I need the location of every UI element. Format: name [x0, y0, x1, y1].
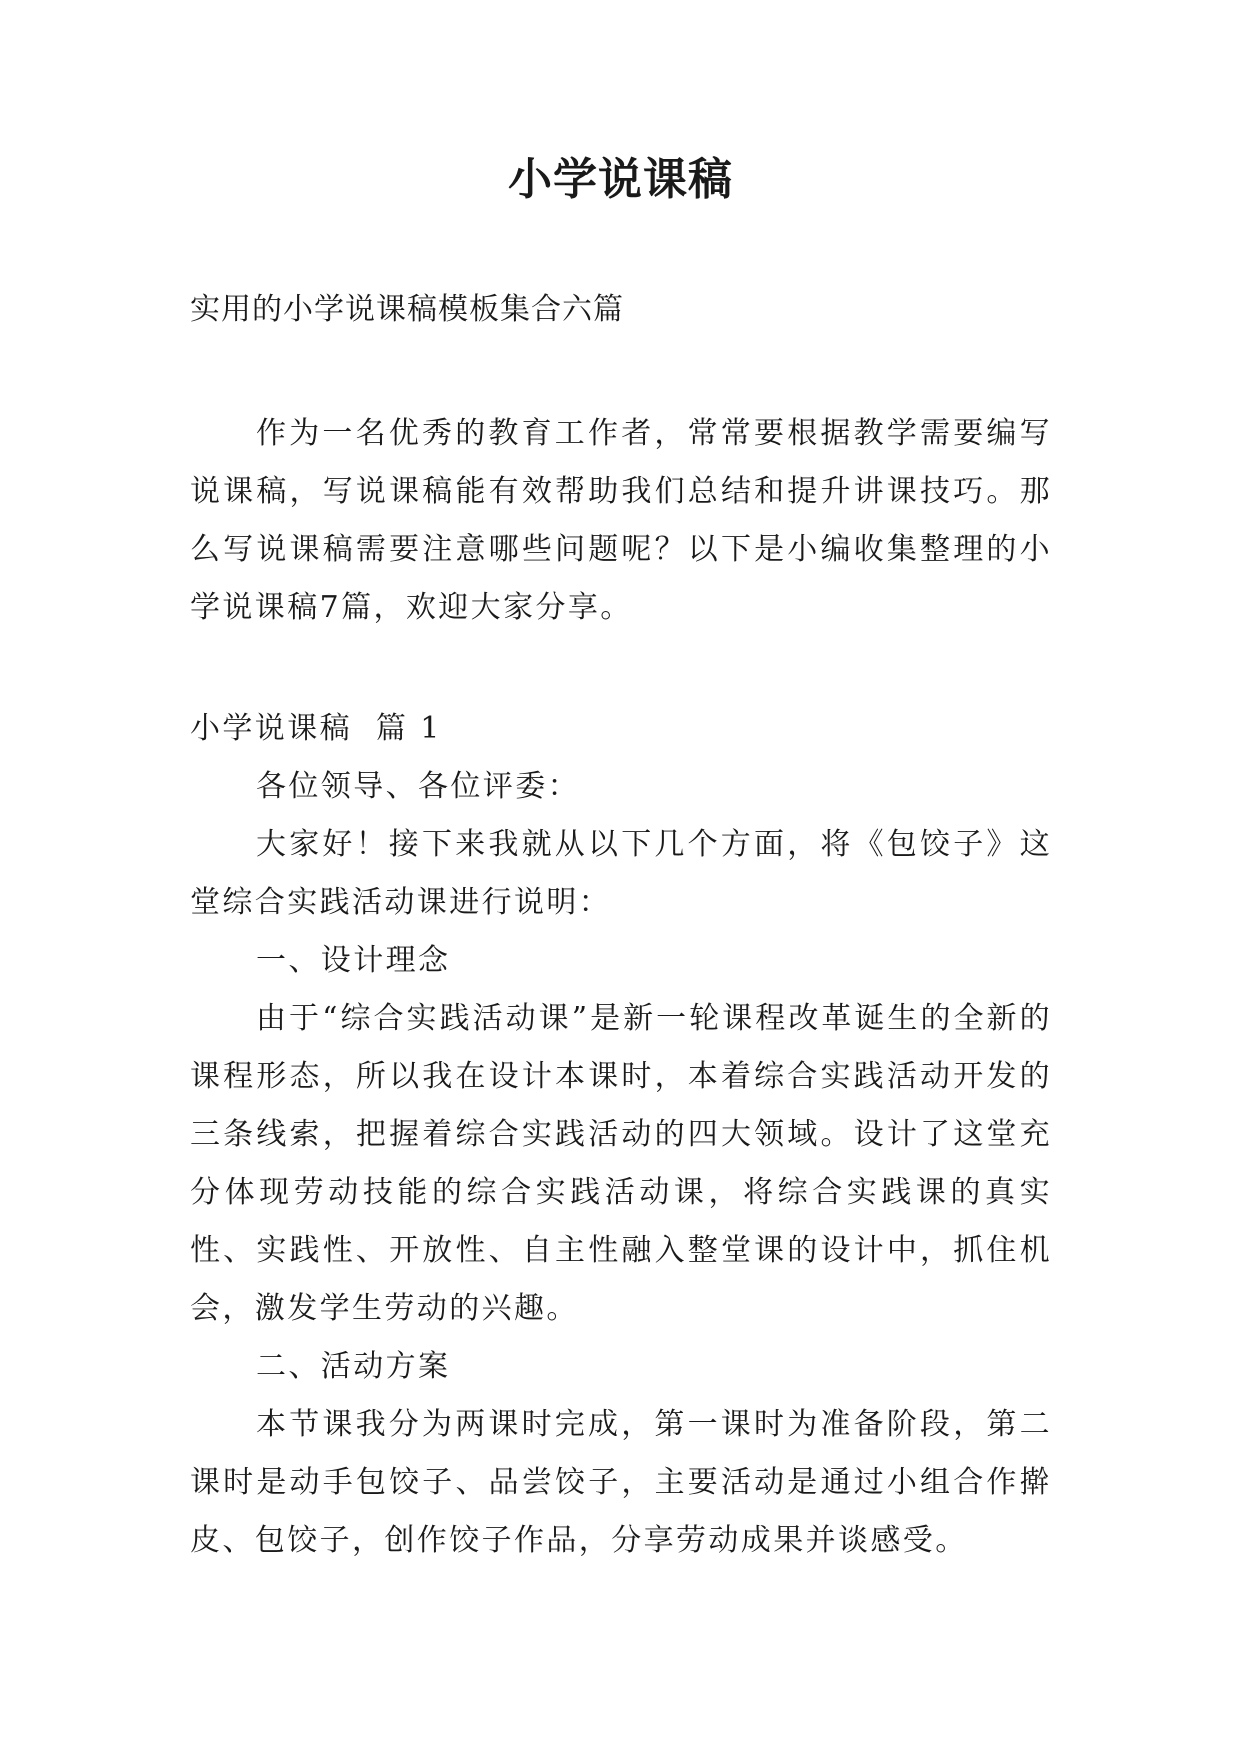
- intro-paragraph: 作为一名优秀的教育工作者，常常要根据教学需要编写说课稿，写说课稿能有效帮助我们总结和提升讲课技巧。那么写说课稿需要注意哪些问题呢？以下是小编收集整理的小学说课稿7篇，欢迎大家分享。: [190, 416, 1052, 625]
- design-concept-paragraph: 由于“综合实践活动课”是新一轮课程改革诞生的全新的课程形态，所以我在设计本课时，本着综合实践活动开发的三条线索，把握着综合实践活动的四大领域。设计了这堂充分体现劳动技能的综合实践活动课，将综合实践课的真实性、实践性、开放性、自主性融入整堂课的设计中，抓住机会，激发学生劳动的兴趣。: [190, 1001, 1052, 1326]
- heading-activity-plan: 二、活动方案: [256, 1349, 451, 1384]
- heading-design-concept: 一、设计理念: [256, 943, 451, 978]
- opening-paragraph: 大家好！接下来我就从以下几个方面，将《包饺子》这堂综合实践活动课进行说明：: [190, 827, 1052, 920]
- intro-block: [190, 405, 1052, 637]
- section-block: [190, 700, 1052, 1570]
- activity-plan-paragraph: 本节课我分为两课时完成，第一课时为准备阶段，第二课时是动手包饺子、品尝饺子，主要活动是通过小组合作擀皮、包饺子，创作饺子作品，分享劳动成果并谈感受。: [190, 1407, 1052, 1558]
- section-heading: 小学说课稿 篇 1: [190, 711, 442, 746]
- greeting-paragraph: 各位领导、各位评委：: [256, 769, 580, 804]
- document-title: 小学说课稿: [508, 154, 733, 205]
- document-subtitle: 实用的小学说课稿模板集合六篇: [190, 292, 624, 327]
